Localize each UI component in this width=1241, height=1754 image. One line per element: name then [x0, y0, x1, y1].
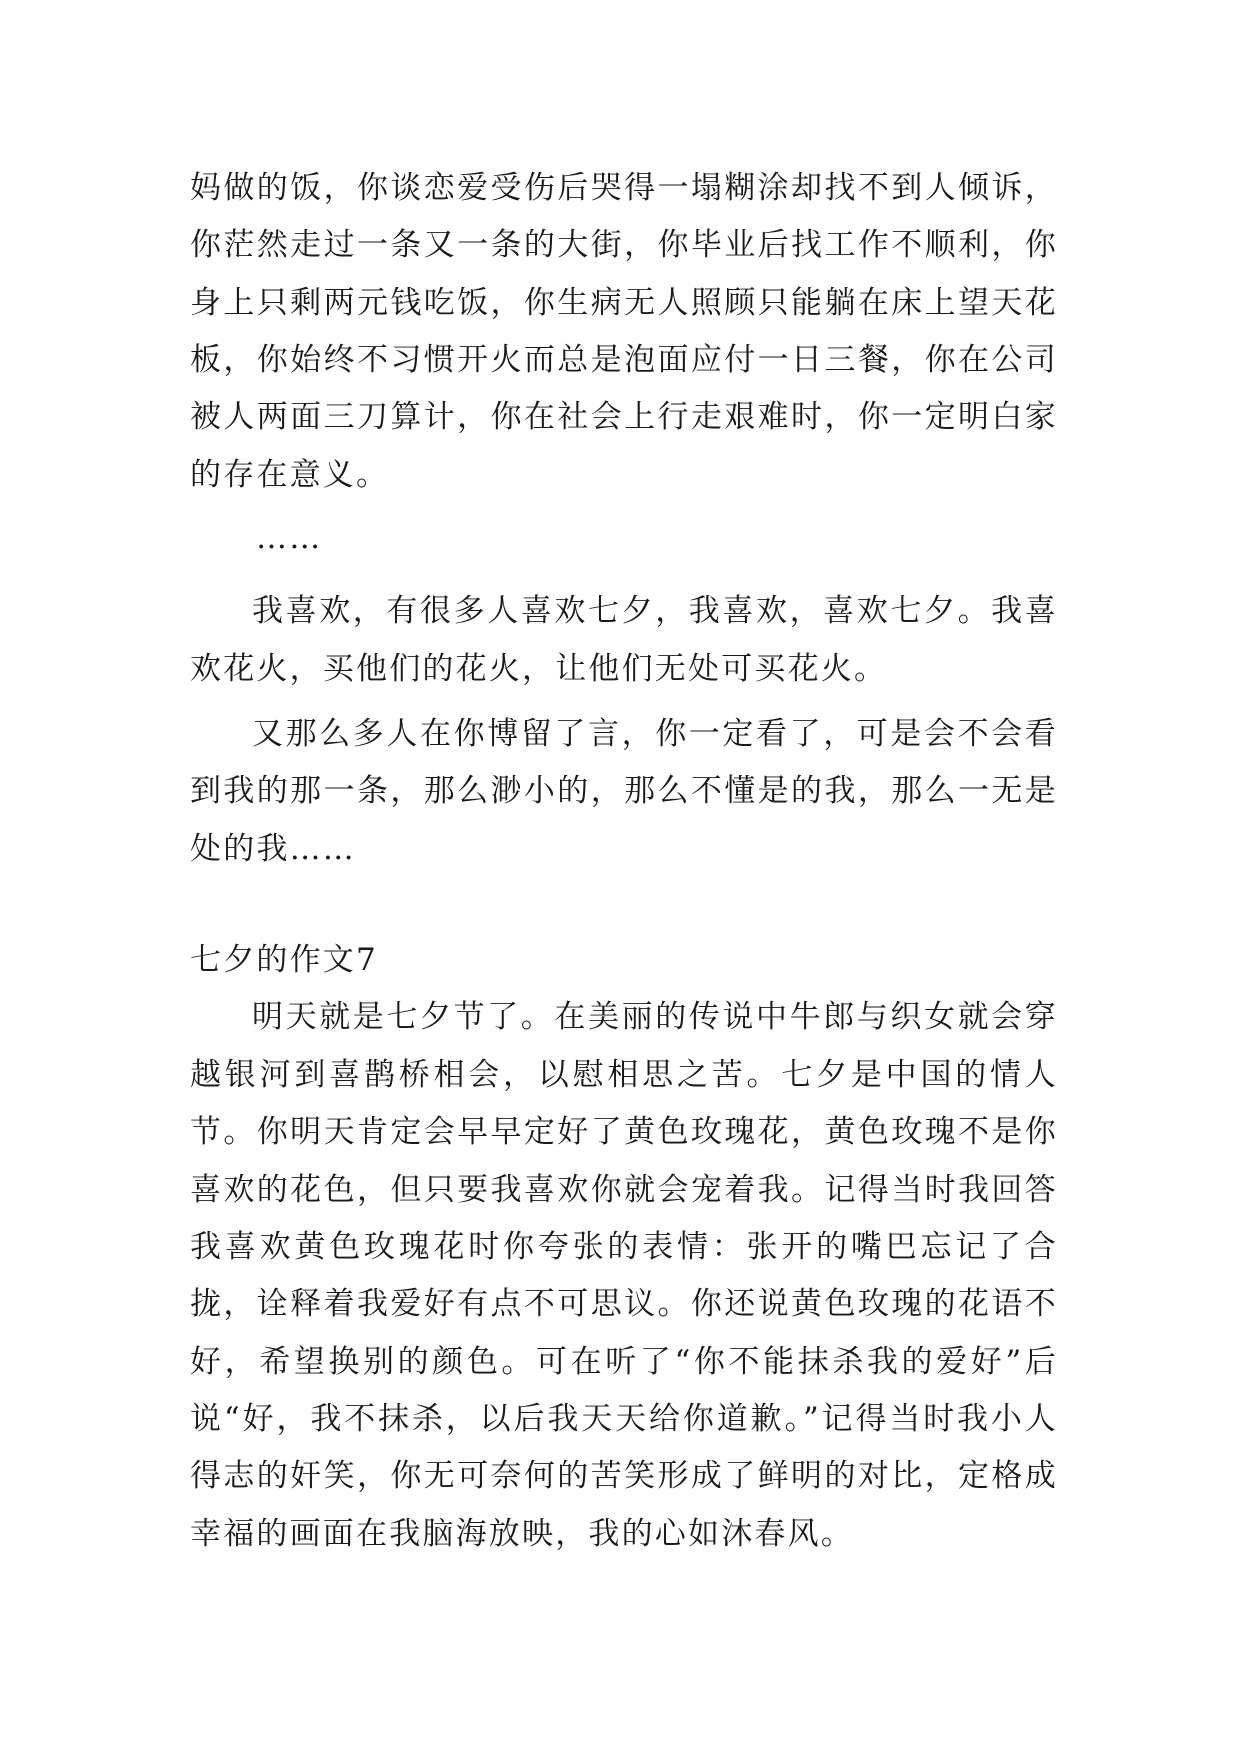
document-body	[190, 160, 1058, 1563]
ellipsis-line: ……	[256, 520, 323, 557]
continuation-paragraph: 妈做的饭，你谈恋爱受伤后哭得一塌糊涂却找不到人倾诉，你茫然走过一条又一条的大街，你毕业后找工作不顺利，你身上只剩两元钱吃饭，你生病无人照顾只能躺在床上望天花板，你始终不习惯开火而总是泡面应付一日三餐，你在公司被人两面三刀算计，你在社会上行走艰难时，你一定明白家的存在意义。	[190, 170, 1058, 493]
section-title: 七夕的作文7	[190, 942, 378, 979]
paragraph-3: 又那么多人在你博留了言，你一定看了，可是会不会看到我的那一条，那么渺小的，那么不懂是的我，那么一无是处的我……	[190, 716, 1058, 867]
paragraph-2: 我喜欢，有很多人喜欢七夕，我喜欢，喜欢七夕。我喜欢花火，买他们的花火，让他们无处可买花火。	[190, 593, 1058, 687]
paragraph-4: 明天就是七夕节了。在美丽的传说中牛郎与织女就会穿越银河到喜鹊桥相会，以慰相思之苦。七夕是中国的情人节。你明天肯定会早早定好了黄色玫瑰花，黄色玫瑰不是你喜欢的花色，但只要我喜欢你就会宠着我。记得当时我回答我喜欢黄色玫瑰花时你夸张的表情：张开的嘴巴忘记了合拢，诠释着我爱好有点不可思议。你还说黄色玫瑰的花语不好，希望换别的颜色。可在听了“你不能抹杀我的爱好”后说“好，我不抹杀，以后我天天给你道歉。”记得当时我小人得志的奸笑，你无可奈何的苦笑形成了鲜明的对比，定格成幸福的画面在我脑海放映，我的心如沐春风。	[190, 999, 1058, 1552]
